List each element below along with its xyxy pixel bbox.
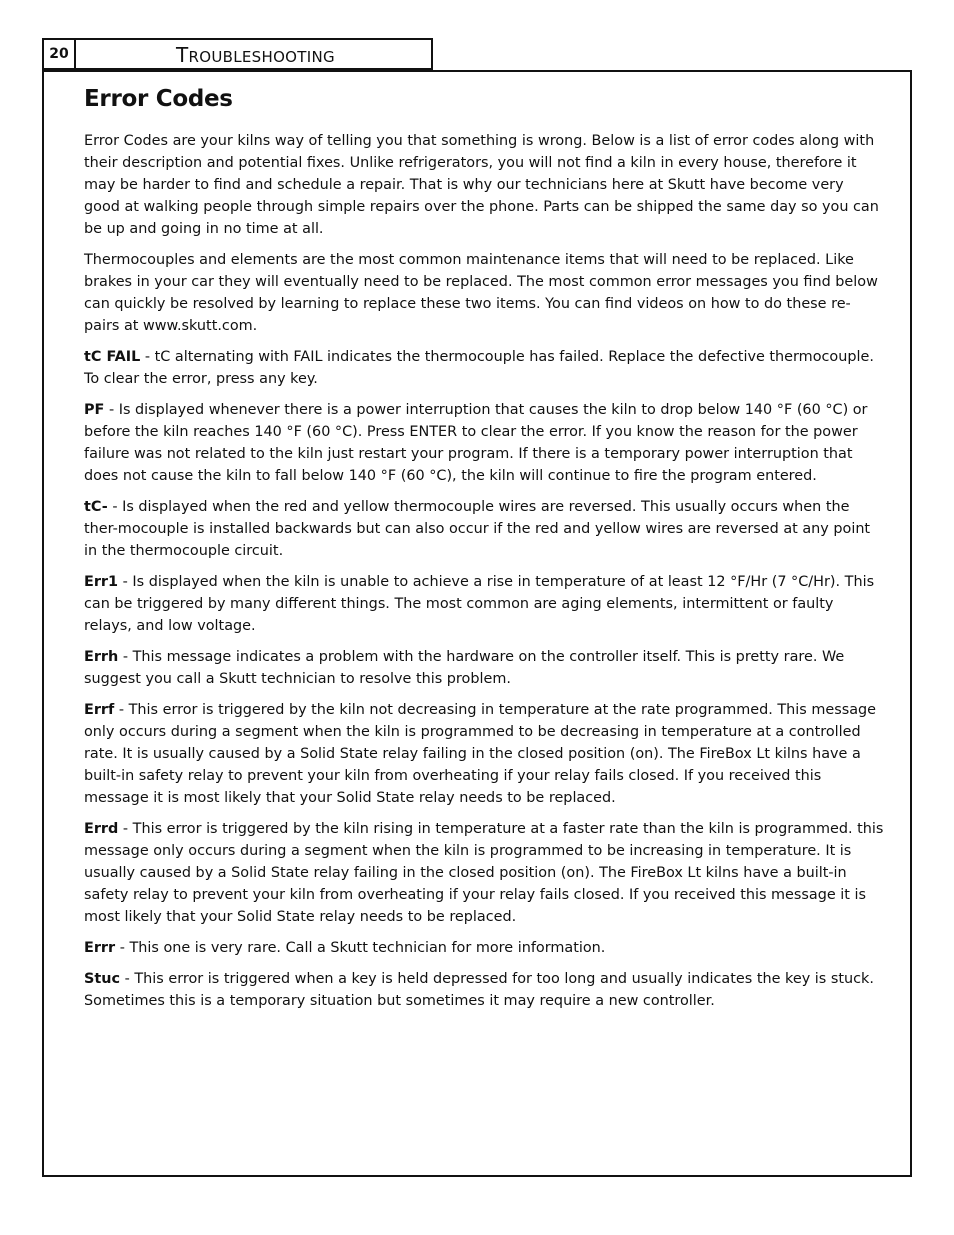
error-entry <box>84 399 884 487</box>
error-entry <box>84 646 884 690</box>
error-description: - This error is triggered when a key is held depressed for too long and usually indicates the key is stuck. Sometimes this is a temporary situation but sometimes it may require a new controller. <box>84 971 874 1009</box>
error-code: Stuc <box>84 971 121 987</box>
error-code: Err1 <box>84 574 119 590</box>
intro-paragraph: Error Codes are your kilns way of telling you that something is wrong. Below is a list of error codes along with their description and potential fixes. Unlike refrigerators, you will not find a kiln in every house, therefore it may be harder to find and schedule a repair. That is why our technicians here at Skutt have become very good at walking people through simple repairs over the phone. Parts can be shipped the same day so you can be up and going in no time at all. <box>84 133 879 237</box>
error-description: - This one is very rare. Call a Skutt technician for more information. <box>115 940 606 956</box>
section-title-initial: T <box>176 43 189 67</box>
page-title: Error Codes <box>84 86 233 112</box>
intro-paragraph: Thermocouples and elements are the most common maintenance items that will need to be replaced. Like brakes in your car they will eventually need to be replaced. The most common error messages you find below can quickly be resolved by learning to replace these two items. You can find videos on how to do these re-pairs at www.skutt.com. <box>84 252 878 334</box>
error-code: Errd <box>84 821 119 837</box>
error-description: - Is displayed when the kiln is unable to achieve a rise in temperature of at least 12 °F/Hr (7 °C/Hr). This can be triggered by many different things. The most common are aging elements, intermittent or faulty relays, and low voltage. <box>84 574 875 634</box>
error-entry <box>84 496 884 562</box>
error-description: - Is displayed whenever there is a power interruption that causes the kiln to drop below 140 °F (60 °C) or before the kiln reaches 140 °F (60 °C). Press ENTER to clear the error. If you know the reason for the power failure was not related to the kiln just restart your program. If there is a temporary power interruption that does not cause the kiln to fall below 140 °F (60 °C), the kiln will continue to fire the program entered. <box>84 402 868 484</box>
page-content <box>84 82 884 1021</box>
error-entry <box>84 699 884 809</box>
error-entry <box>84 968 884 1012</box>
error-code: tC- <box>84 499 108 515</box>
error-code: Errh <box>84 649 119 665</box>
error-description: - This message indicates a problem with the hardware on the controller itself. This is pretty rare. We suggest you call a Skutt technician to resolve this problem. <box>84 649 845 687</box>
error-entry <box>84 571 884 637</box>
error-description: - Is displayed when the red and yellow thermocouple wires are reversed. This usually occurs when the ther-mocouple is installed backwards but can also occur if the red and yellow wires are reversed at any point in the thermocouple circuit. <box>84 499 871 559</box>
error-entry <box>84 818 884 928</box>
page-number: 20 <box>44 40 76 68</box>
error-description: - tC alternating with FAIL indicates the thermocouple has failed. Replace the defective thermocouple. To clear the error, press any key. <box>84 349 874 387</box>
error-code: Errr <box>84 940 116 956</box>
section-title <box>176 42 335 70</box>
error-entry <box>84 346 884 390</box>
section-title-rest: ROUBLESHOOTING <box>188 48 335 66</box>
error-description: - This error is triggered by the kiln not decreasing in temperature at the rate programmed. This message only occurs during a segment when the kiln is programmed to be decreasing in temperature at a controlled rate. It is usually caused by a Solid State relay failing in the closed position (on). The FireBox Lt kilns have a built-in safety relay to prevent your kiln from overheating if your relay fails closed. If you received this message it is most likely that your Solid State relay needs to be replaced. <box>84 702 877 806</box>
error-code: Errf <box>84 702 115 718</box>
section-header <box>42 38 433 70</box>
error-code: PF <box>84 402 105 418</box>
error-entry <box>84 937 884 959</box>
error-code: tC FAIL <box>84 349 141 365</box>
error-description: - This error is triggered by the kiln rising in temperature at a faster rate than the kiln is programmed. this message only occurs during a segment when the kiln is programmed to be increasing in temperature. It is usually caused by a Solid State relay failing in the closed position (on). The FireBox Lt kilns have a built-in safety relay to prevent your kiln from overheating if your relay fails closed. If you received this message it is most likely that your Solid State relay needs to be replaced. <box>84 821 884 925</box>
